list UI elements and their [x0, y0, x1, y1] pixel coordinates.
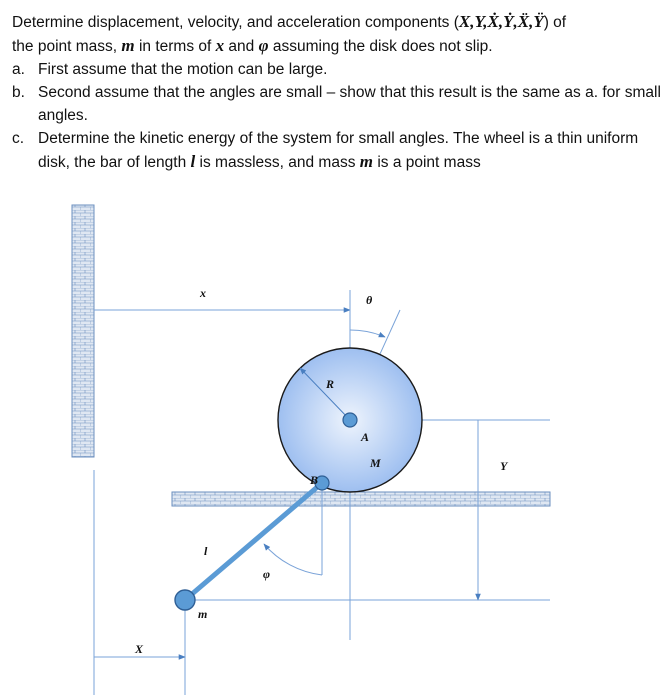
variables-list: X,Y,Ẋ,Ẏ,Ẍ,Ÿ: [458, 12, 544, 31]
disk-center-pivot: [343, 413, 357, 427]
intro-line-2: the point mass, m in terms of x and φ assuming the disk does not slip.: [12, 36, 493, 55]
problem-statement: [12, 10, 662, 174]
label-m: m: [198, 607, 208, 621]
label-R: R: [326, 377, 335, 391]
label-M: M: [370, 456, 381, 470]
label-Y: Y: [500, 459, 508, 473]
phi-arc: [264, 544, 322, 575]
mechanism-diagram: [0, 190, 668, 700]
list-item-b: b. Second assume that the angles are small – show that this result is the same as a. for small angles.: [12, 84, 661, 124]
theta-arc: [350, 330, 385, 337]
label-l: l: [204, 544, 208, 558]
label-X: X: [135, 642, 144, 656]
label-phi: φ: [263, 567, 271, 581]
floor: [172, 492, 550, 506]
list-item-c: c. Determine the kinetic energy of the system for small angles. The wheel is a thin uniform disk, the bar of length l is massless, and mass m is a point mass: [12, 130, 639, 171]
label-theta: θ: [366, 293, 373, 307]
intro-line-1: Determine displacement, velocity, and acceleration components (X,Y,Ẋ,Ẏ,Ẍ,Ÿ) of: [12, 12, 567, 31]
list-item-a: a. First assume that the motion can be large.: [12, 61, 328, 78]
label-x: x: [200, 286, 206, 300]
label-B: B: [310, 473, 319, 487]
wall: [72, 205, 94, 457]
point-mass: [175, 590, 195, 610]
label-A: A: [361, 430, 370, 444]
